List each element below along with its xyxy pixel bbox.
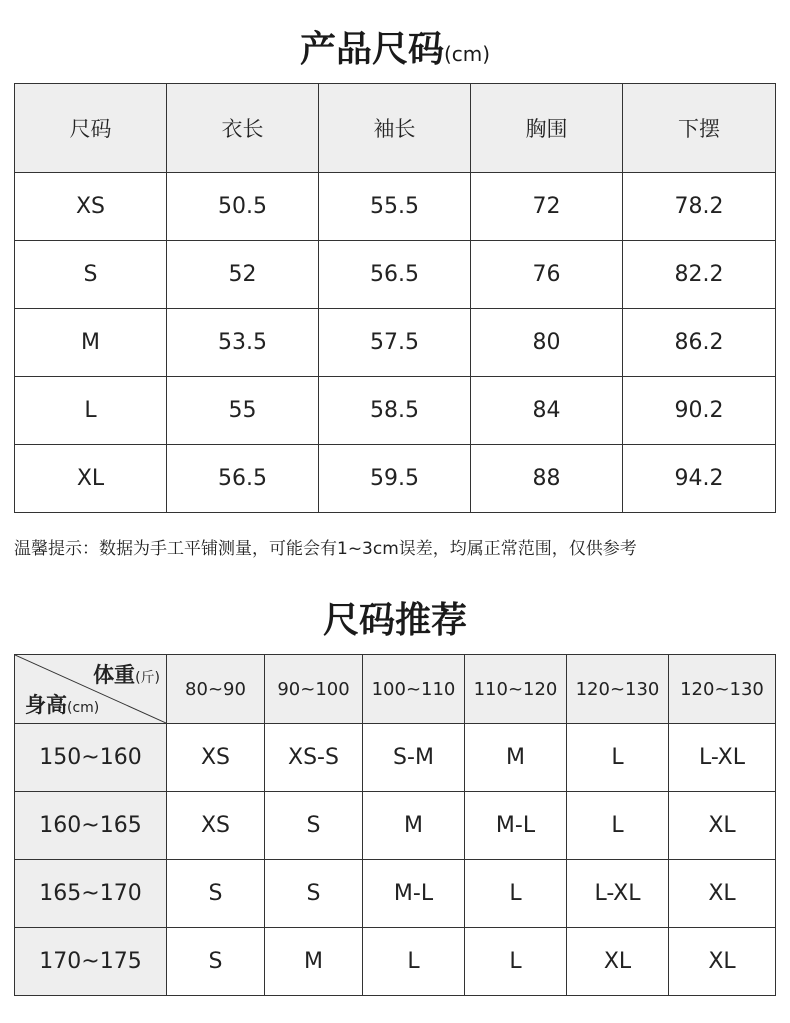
table-row — [15, 241, 776, 309]
height-cell: 160~165 — [15, 792, 167, 860]
table-cell: 72 — [471, 173, 623, 241]
table-cell: XL — [669, 928, 776, 996]
size-chart-header-row — [15, 84, 776, 173]
measurement-note: 温馨提示：数据为手工平铺测量，可能会有1~3cm误差，均属正常范围，仅供参考 — [14, 539, 637, 559]
table-cell: XL — [669, 792, 776, 860]
table-row — [15, 928, 776, 996]
table-cell: XS — [167, 724, 265, 792]
table-row — [15, 724, 776, 792]
table-cell: 53.5 — [167, 309, 319, 377]
weight-header-cell: 80~90 — [167, 655, 265, 724]
table-cell: 76 — [471, 241, 623, 309]
table-cell: M-L — [465, 792, 567, 860]
table-row — [15, 377, 776, 445]
table-cell: S-M — [363, 724, 465, 792]
height-cell: 150~160 — [15, 724, 167, 792]
table-cell: L — [567, 792, 669, 860]
height-cell: 165~170 — [15, 860, 167, 928]
table-cell: L — [465, 928, 567, 996]
table-row — [15, 860, 776, 928]
table-cell: S — [167, 860, 265, 928]
weight-header-cell: 120~130 — [669, 655, 776, 724]
height-label: 身高 — [25, 693, 67, 717]
table-cell: L — [465, 860, 567, 928]
table-cell: L — [567, 724, 669, 792]
table-cell: 55 — [167, 377, 319, 445]
table-cell: M — [15, 309, 167, 377]
table-cell: L — [363, 928, 465, 996]
table-cell: 80 — [471, 309, 623, 377]
table-cell: 86.2 — [623, 309, 776, 377]
table-cell: 82.2 — [623, 241, 776, 309]
table-cell: XS — [15, 173, 167, 241]
size-chart-table — [14, 83, 776, 513]
size-chart-unit: (cm) — [443, 42, 491, 66]
table-cell: 94.2 — [623, 445, 776, 513]
table-cell: 52 — [167, 241, 319, 309]
table-cell: S — [167, 928, 265, 996]
table-cell: XL — [567, 928, 669, 996]
table-row — [15, 173, 776, 241]
table-cell: 56.5 — [167, 445, 319, 513]
table-cell: XL — [15, 445, 167, 513]
corner-height-label — [25, 689, 99, 719]
table-cell: 57.5 — [319, 309, 471, 377]
weight-label: 体重 — [93, 663, 136, 687]
table-cell: 56.5 — [319, 241, 471, 309]
table-cell: M — [363, 792, 465, 860]
recommendation-table — [14, 654, 776, 996]
height-unit: (cm) — [67, 700, 100, 716]
table-cell: 88 — [471, 445, 623, 513]
weight-header-cell: 100~110 — [363, 655, 465, 724]
table-row — [15, 792, 776, 860]
recommendation-header-row — [15, 655, 776, 724]
table-cell: S — [265, 860, 363, 928]
table-cell: L — [15, 377, 167, 445]
size-chart-title — [0, 29, 790, 70]
corner-header-cell — [15, 655, 167, 724]
table-cell: 84 — [471, 377, 623, 445]
height-cell: 170~175 — [15, 928, 167, 996]
table-cell: S — [265, 792, 363, 860]
weight-unit: (斤) — [135, 670, 160, 686]
corner-weight-label — [93, 659, 160, 689]
header-cell: 袖长 — [319, 84, 471, 173]
size-chart-title-text: 产品尺码 — [299, 29, 444, 70]
header-cell: 下摆 — [623, 84, 776, 173]
table-cell: 58.5 — [319, 377, 471, 445]
header-cell: 尺码 — [15, 84, 167, 173]
table-row — [15, 309, 776, 377]
table-cell: 90.2 — [623, 377, 776, 445]
header-cell: 衣长 — [167, 84, 319, 173]
table-cell: M — [465, 724, 567, 792]
weight-header-cell: 90~100 — [265, 655, 363, 724]
table-cell: S — [15, 241, 167, 309]
table-row — [15, 445, 776, 513]
table-cell: 55.5 — [319, 173, 471, 241]
table-cell: M-L — [363, 860, 465, 928]
weight-header-cell: 120~130 — [567, 655, 669, 724]
table-cell: XL — [669, 860, 776, 928]
weight-header-cell: 110~120 — [465, 655, 567, 724]
table-cell: XS-S — [265, 724, 363, 792]
table-cell: XS — [167, 792, 265, 860]
table-cell: L-XL — [669, 724, 776, 792]
table-cell: 50.5 — [167, 173, 319, 241]
table-cell: 78.2 — [623, 173, 776, 241]
header-cell: 胸围 — [471, 84, 623, 173]
table-cell: M — [265, 928, 363, 996]
table-cell: L-XL — [567, 860, 669, 928]
table-cell: 59.5 — [319, 445, 471, 513]
recommendation-title: 尺码推荐 — [322, 600, 467, 641]
